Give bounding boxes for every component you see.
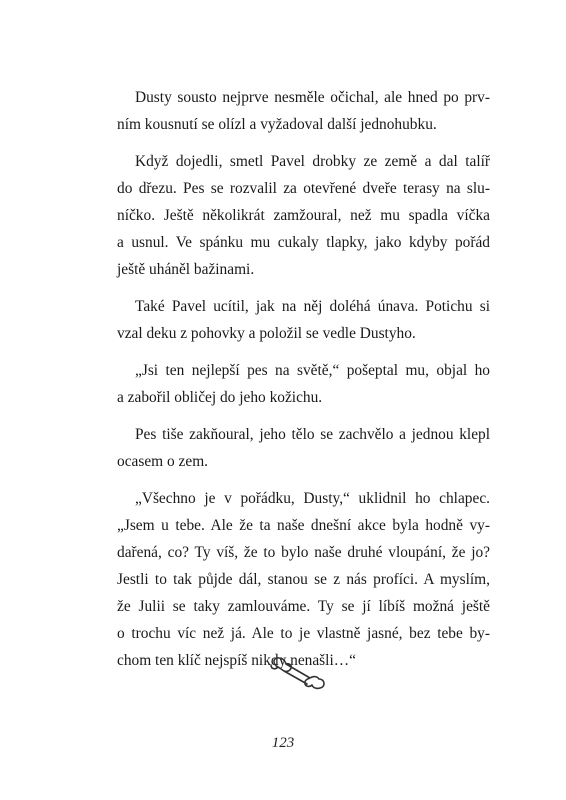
- text-line: o trochu víc než já. Ale to je vlastně jasné, bez tebe by-: [117, 625, 490, 642]
- paragraph: [117, 84, 490, 138]
- text-line: ocasem o zem.: [117, 453, 209, 470]
- text-line: vzal deku z pohovky a položil se vedle Dustyho.: [117, 325, 416, 342]
- text-line: do dřezu. Pes se rozvalil za otevřené dveře terasy na slu-: [117, 180, 490, 197]
- text-line: „Jsem u tebe. Ale že ta naše dnešní akce byla hodně vy-: [117, 517, 490, 534]
- text-line: a zabořil obličej do jeho kožichu.: [117, 389, 323, 406]
- text-line: dařená, co? Ty víš, že to bylo naše druhé vloupání, že jo?: [117, 544, 490, 561]
- text-line: níčko. Ještě několikrát zamžoural, než mu spadla víčka: [117, 207, 490, 224]
- text-line: ním kousnutí se olízl a vyžadoval další jednohubku.: [117, 116, 437, 133]
- text-line: Dusty sousto nejprve nesměle očichal, ale hned po prv-: [135, 89, 490, 106]
- text-line: Pes tiše zakňoural, jeho tělo se zachvělo a jednou klepl: [135, 426, 490, 443]
- text-line: „Jsi ten nejlepší pes na světě,“ pošeptal mu, objal ho: [135, 362, 490, 379]
- text-line: Jestli to tak půjde dál, stanou se z nás profíci. A myslím,: [117, 571, 490, 588]
- text-line: ještě uháněl bažinami.: [117, 261, 255, 278]
- text-line: a usnul. Ve spánku mu cukaly tlapky, jako kdyby pořád: [117, 234, 490, 251]
- paragraph: [117, 357, 490, 411]
- body-text: [117, 84, 490, 684]
- text-line: že Julii se taky zamlouváme. Ty se jí líbíš možná ještě: [117, 598, 490, 615]
- text-line: „Všechno je v pořádku, Dusty,“ uklidnil ho chlapec.: [135, 490, 490, 507]
- paragraph: [117, 421, 490, 475]
- paragraph: [117, 293, 490, 347]
- text-line: chom ten klíč nejspíš nikdy nenašli…“: [117, 652, 356, 669]
- page-number: 123: [271, 735, 295, 751]
- text-line: Když dojedli, smetl Pavel drobky ze země a dal talíř: [135, 153, 490, 170]
- paragraph: [117, 148, 490, 283]
- text-line: Také Pavel ucítil, jak na něj doléhá únava. Potichu si: [135, 298, 490, 315]
- bone-icon: [269, 654, 329, 692]
- paragraph: [117, 485, 490, 674]
